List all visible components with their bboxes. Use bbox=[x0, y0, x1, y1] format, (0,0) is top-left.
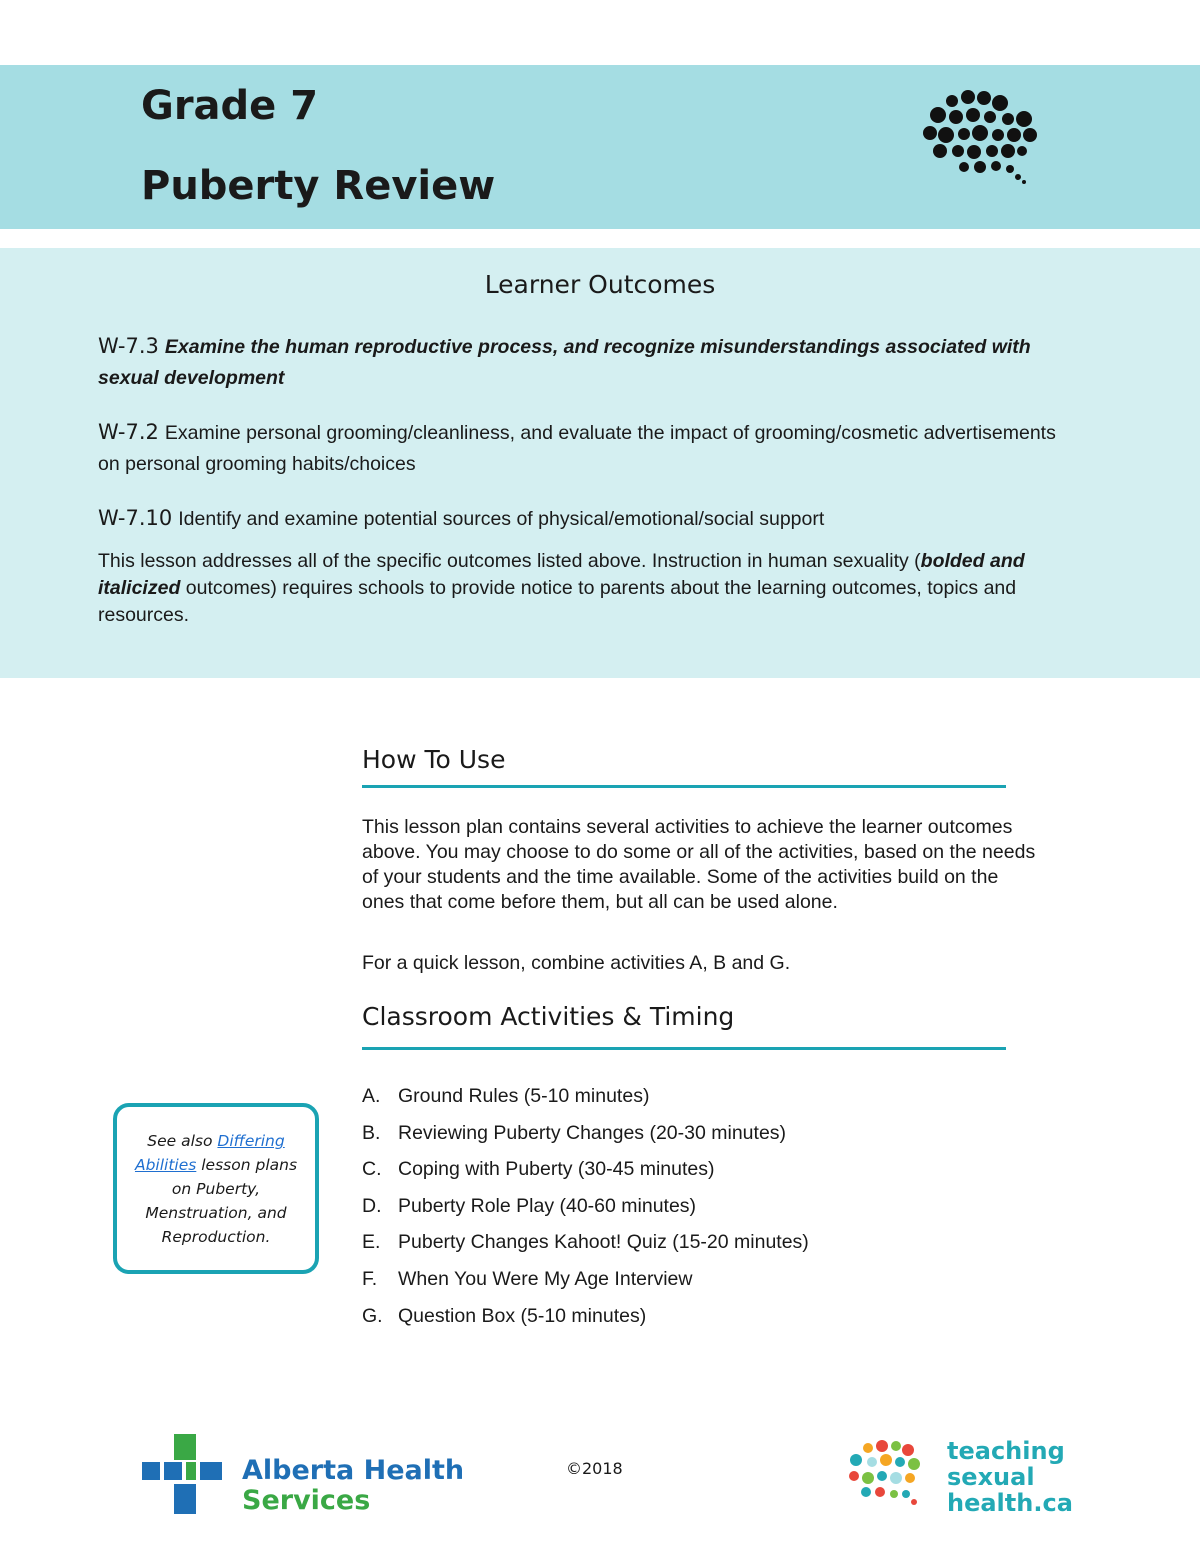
list-item bbox=[362, 1305, 809, 1342]
ahs-line-2: Services bbox=[242, 1485, 371, 1516]
alberta-health-services-logo-icon bbox=[142, 1434, 230, 1518]
page-header bbox=[0, 65, 1200, 229]
outcome-w-7-3 bbox=[98, 331, 1058, 394]
outcome-text: Examine the human reproductive process, and recognize misunderstandings associated with sexual development bbox=[98, 336, 1031, 389]
note-text: This lesson addresses all of the specific outcomes listed above. Instruction in human sexuality ( bbox=[98, 550, 921, 572]
teaching-sexual-health-logo-icon bbox=[846, 1440, 936, 1510]
item-letter: F. bbox=[362, 1267, 378, 1290]
see-also-suffix: lesson plans on Puberty, Menstruation, and Reproduction. bbox=[145, 1156, 298, 1246]
list-item bbox=[362, 1231, 809, 1268]
item-text: When You Were My Age Interview bbox=[398, 1267, 693, 1290]
outcome-code: W-7.2 bbox=[98, 420, 159, 444]
outcomes-heading: Learner Outcomes bbox=[484, 270, 716, 299]
outcome-w-7-10 bbox=[98, 503, 1058, 535]
outcome-code: W-7.10 bbox=[98, 506, 173, 530]
outcome-text: Examine personal grooming/cleanliness, and evaluate the impact of grooming/cosmetic advertisements on personal grooming habits/choices bbox=[98, 422, 1056, 475]
item-text: Coping with Puberty (30-45 minutes) bbox=[398, 1158, 715, 1181]
item-text: Puberty Changes Kahoot! Quiz (15-20 minutes) bbox=[398, 1231, 809, 1254]
item-text: Reviewing Puberty Changes (20-30 minutes) bbox=[398, 1121, 787, 1144]
activities-list bbox=[362, 1085, 809, 1341]
item-text: Question Box (5-10 minutes) bbox=[398, 1304, 647, 1327]
list-item bbox=[362, 1158, 809, 1195]
outcome-text: Identify and examine potential sources of physical/emotional/social support bbox=[178, 508, 825, 530]
tsh-line-2: sexual bbox=[947, 1463, 1035, 1491]
ahs-wordmark bbox=[242, 1456, 464, 1516]
item-letter: B. bbox=[362, 1121, 381, 1144]
item-letter: C. bbox=[362, 1158, 382, 1181]
list-item bbox=[362, 1085, 809, 1122]
tsh-line-3: health.ca bbox=[947, 1489, 1073, 1517]
tsh-wordmark bbox=[947, 1438, 1073, 1516]
learner-outcomes-panel bbox=[0, 248, 1200, 678]
how-to-use-heading: How To Use bbox=[362, 745, 506, 774]
list-item bbox=[362, 1195, 809, 1232]
see-also-text bbox=[127, 1129, 305, 1249]
item-letter: D. bbox=[362, 1194, 382, 1217]
item-letter: A. bbox=[362, 1085, 381, 1107]
see-also-callout bbox=[113, 1103, 319, 1274]
quick-lesson-note: For a quick lesson, combine activities A, B and G. bbox=[362, 952, 791, 974]
outcome-w-7-2 bbox=[98, 417, 1058, 480]
outcomes-note bbox=[98, 548, 1098, 629]
page-title: Puberty Review bbox=[141, 163, 496, 209]
item-text: Ground Rules (5-10 minutes) bbox=[398, 1085, 650, 1107]
list-item bbox=[362, 1122, 809, 1159]
how-to-use-paragraph: This lesson plan contains several activities to achieve the learner outcomes above. You may choose to do some or all of the activities, based on the needs of your students and the time available. Some of the activities build on the ones that come before them, but all can be used alone. bbox=[362, 816, 1036, 913]
grade-title: Grade 7 bbox=[141, 83, 319, 129]
item-letter: E. bbox=[362, 1231, 381, 1254]
list-item bbox=[362, 1268, 809, 1305]
activities-heading: Classroom Activities & Timing bbox=[362, 1002, 735, 1031]
tsh-line-1: teaching bbox=[947, 1437, 1065, 1465]
ahs-line-1: Alberta Health bbox=[242, 1455, 465, 1486]
note-text: outcomes) requires schools to provide notice to parents about the learning outcomes, topics and resources. bbox=[98, 577, 1017, 626]
thought-bubble-icon bbox=[918, 89, 1048, 189]
outcome-code: W-7.3 bbox=[98, 334, 159, 358]
differing-abilities-link[interactable]: Differing Abilities bbox=[134, 1132, 285, 1174]
see-also-prefix: See also bbox=[147, 1132, 218, 1150]
item-text: Puberty Role Play (40-60 minutes) bbox=[398, 1194, 697, 1217]
copyright: ©2018 bbox=[566, 1459, 623, 1478]
section-divider bbox=[362, 1047, 1006, 1050]
item-letter: G. bbox=[362, 1304, 383, 1327]
section-divider bbox=[362, 785, 1006, 788]
note-emphasis: bolded and italicized bbox=[98, 550, 1025, 599]
